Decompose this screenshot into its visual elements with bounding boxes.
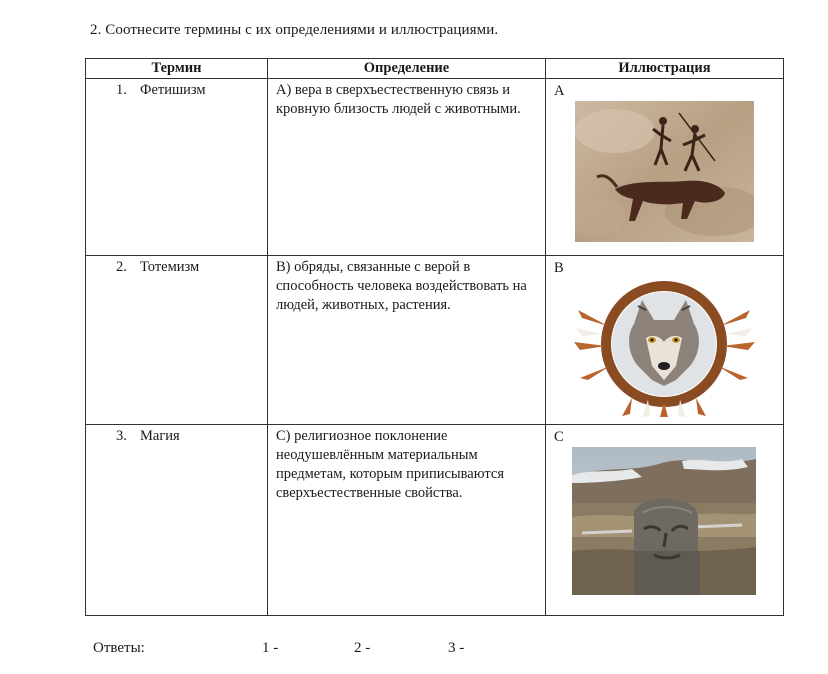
table-row xyxy=(86,425,784,616)
answer-slot-2: 2 - xyxy=(354,640,371,656)
stone-idol-image xyxy=(572,447,756,595)
term-text: Тотемизм xyxy=(140,259,200,275)
answer-slot-3: 3 - xyxy=(448,640,465,656)
illustration-letter: C xyxy=(554,429,564,445)
matching-table xyxy=(85,58,784,616)
wolf-dreamcatcher-image xyxy=(572,276,757,417)
header-definition: Определение xyxy=(268,59,546,79)
term-number: 1. xyxy=(116,82,127,98)
term-number: 2. xyxy=(116,259,127,275)
term-text: Фетишизм xyxy=(140,82,206,98)
term-cell xyxy=(86,79,268,256)
illustration-letter: B xyxy=(554,260,564,276)
task-title: 2. Соотнесите термины с их определениями и иллюстрациями. xyxy=(90,22,499,38)
answers-label: Ответы: xyxy=(93,640,145,656)
header-illustration: Иллюстрация xyxy=(546,59,784,79)
term-cell xyxy=(86,256,268,425)
cave-painting-image xyxy=(575,101,754,242)
illustration-cell xyxy=(546,79,784,256)
term-cell xyxy=(86,425,268,616)
header-term: Термин xyxy=(86,59,268,79)
definition-cell: В) обряды, связанные с верой в способность человека воздействовать на людей, животных, растения. xyxy=(268,256,546,425)
illustration-letter: A xyxy=(554,83,565,99)
term-number: 3. xyxy=(116,428,127,444)
table-row xyxy=(86,79,784,256)
illustration-cell xyxy=(546,425,784,616)
table-header-row xyxy=(86,59,784,79)
answer-slot-1: 1 - xyxy=(262,640,279,656)
definition-cell: С) религиозное поклонение неодушевлённым материальным предметам, которым приписываются сверхъестественные свойства. xyxy=(268,425,546,616)
term-text: Магия xyxy=(140,428,180,444)
definition-cell: А) вера в сверхъестественную связь и кровную близость людей с животными. xyxy=(268,79,546,256)
table-row xyxy=(86,256,784,425)
illustration-cell xyxy=(546,256,784,425)
